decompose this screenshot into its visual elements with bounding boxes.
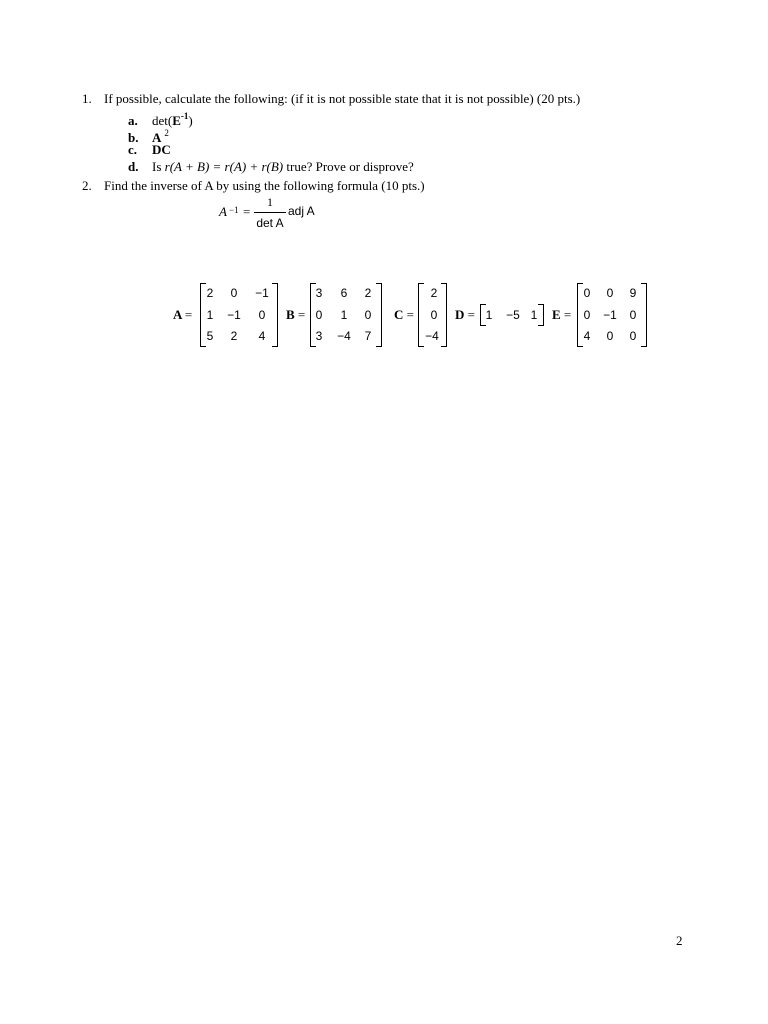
matrix-cell: 9 (629, 286, 637, 300)
matrix-cell: 0 (629, 329, 637, 343)
matrix-cell: 4 (583, 329, 591, 343)
matrix-cell: 0 (230, 286, 238, 300)
formula-lhs: A (219, 204, 227, 219)
matrix-cell: −4 (337, 329, 351, 343)
part-label: d. (128, 159, 139, 174)
formula-fraction-bar (254, 212, 286, 213)
matrix-c-label: C = (394, 307, 414, 322)
formula-rhs: adj A (288, 204, 315, 218)
matrix-e (577, 283, 647, 347)
matrix-cell: 5 (206, 329, 214, 343)
formula-denominator: det A (256, 216, 284, 230)
part-a-pre: det( (152, 113, 173, 128)
matrix-cell: −5 (506, 308, 520, 322)
part-a-post: ) (188, 113, 193, 128)
matrix-cell: 4 (258, 329, 266, 343)
matrix-cell: 2 (230, 329, 238, 343)
matrix-cell: −1 (227, 308, 241, 322)
part-label: b. (128, 130, 139, 145)
question-2-text: Find the inverse of A by using the following formula (10 pts.) (104, 178, 425, 193)
matrix-cell: −4 (425, 329, 439, 343)
part-a-matrix: E (172, 113, 181, 128)
matrix-cell: 0 (583, 286, 591, 300)
formula-lhs-sup: −1 (229, 205, 239, 215)
matrix-c (418, 283, 447, 347)
matrix-cell: 1 (485, 308, 493, 322)
matrix-cell: 0 (258, 308, 266, 322)
part-d-pre: Is (152, 159, 165, 174)
matrix-cell: 6 (340, 286, 348, 300)
part-label: c. (128, 142, 138, 157)
question-1d (128, 159, 414, 175)
matrix-d-label: D = (455, 307, 475, 322)
matrix-cell: 1 (206, 308, 214, 322)
matrix-b-label: B = (286, 307, 306, 322)
matrix-cell: 3 (315, 286, 323, 300)
matrix-cell: 2 (206, 286, 214, 300)
matrix-cell: 0 (629, 308, 637, 322)
question-1c (128, 142, 171, 158)
part-d-expression: r(A + B) = r(A) + r(B) (164, 159, 284, 174)
matrix-cell: 0 (364, 308, 372, 322)
matrix-cell: −1 (603, 308, 617, 322)
matrix-cell: 3 (315, 329, 323, 343)
matrix-d (480, 304, 544, 326)
part-b-sup: 2 (164, 128, 169, 138)
matrix-b (310, 283, 382, 347)
matrix-cell: 0 (606, 329, 614, 343)
matrix-cell: 1 (340, 308, 348, 322)
matrix-a-label: A = (173, 307, 193, 322)
formula-equals: = (243, 204, 251, 219)
part-c-matrix: DC (152, 142, 171, 157)
question-1-text: If possible, calculate the following: (if it is not possible state that it is not possible) (20 pts.) (104, 91, 581, 106)
formula-numerator: 1 (267, 195, 273, 209)
part-label: a. (128, 113, 138, 128)
question-2-number: 2. (82, 178, 92, 193)
matrix-cell: 1 (530, 308, 538, 322)
matrix-cell: 0 (606, 286, 614, 300)
matrix-cell: 2 (430, 286, 438, 300)
question-1-number: 1. (82, 91, 92, 106)
part-a-sup: -1 (180, 111, 189, 121)
matrix-cell: −1 (255, 286, 269, 300)
matrix-cell: 0 (315, 308, 323, 322)
matrix-cell: 2 (364, 286, 372, 300)
part-d-post: true? Prove or disprove? (283, 159, 414, 174)
matrix-e-label: E = (552, 307, 572, 322)
page-number: 2 (676, 933, 683, 948)
matrix-cell: 0 (430, 308, 438, 322)
matrix-cell: 7 (364, 329, 372, 343)
matrix-cell: 0 (583, 308, 591, 322)
part-b-matrix: A (152, 130, 162, 145)
matrix-a (200, 283, 278, 347)
